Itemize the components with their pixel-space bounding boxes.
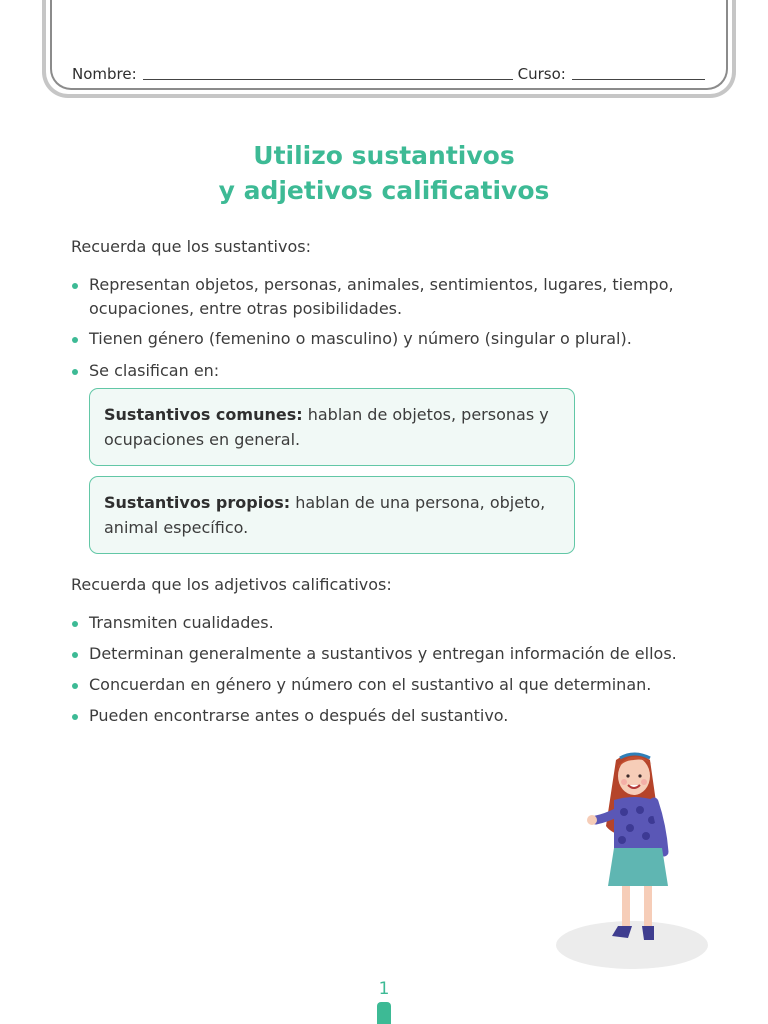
course-label: Curso:: [517, 65, 566, 83]
title-line-1: Utilizo sustantivos: [253, 141, 515, 170]
name-course-frame: [42, 0, 736, 98]
nouns-list: [71, 273, 691, 321]
list-item: Concuerdan en género y número con el sustantivo al que determinan.: [71, 673, 691, 697]
name-course-row: [72, 63, 712, 83]
girl-waving-illustration: [548, 740, 718, 980]
page-title: [0, 138, 768, 208]
list-item: Pueden encontrarse antes o después del sustantivo.: [71, 704, 691, 728]
adjectives-intro: Recuerda que los adjetivos calificativos:: [71, 575, 392, 594]
common-nouns-term: Sustantivos comunes:: [104, 405, 303, 424]
list-item: Determinan generalmente a sustantivos y entregan información de ellos.: [71, 642, 691, 666]
proper-nouns-term: Sustantivos propios:: [104, 493, 291, 512]
title-line-2: y adjetivos calificativos: [218, 176, 550, 205]
common-nouns-text: hablan de objetos, personas y ocupaciones en general.: [104, 405, 549, 449]
list-item: Tienen género (femenino o masculino) y número (singular o plural).: [71, 327, 691, 351]
page-tab-marker: [377, 1002, 391, 1024]
name-label: Nombre:: [72, 65, 137, 83]
common-nouns-box: [89, 388, 575, 466]
list-item: Representan objetos, personas, animales, sentimientos, lugares, tiempo, ocupaciones, entre otras posibilidades.: [71, 273, 691, 321]
nouns-list-3: [71, 359, 691, 383]
nouns-intro: Recuerda que los sustantivos:: [71, 237, 311, 256]
course-field-line[interactable]: [572, 65, 705, 80]
list-item: Se clasifican en:: [71, 359, 691, 383]
proper-nouns-box: [89, 476, 575, 554]
nouns-list-2: [71, 327, 691, 351]
adjectives-list: [71, 611, 691, 728]
page-number: 1: [378, 979, 390, 999]
proper-nouns-text: hablan de una persona, objeto, animal específico.: [104, 493, 546, 537]
name-field-line[interactable]: [143, 65, 513, 80]
list-item: Transmiten cualidades.: [71, 611, 691, 635]
